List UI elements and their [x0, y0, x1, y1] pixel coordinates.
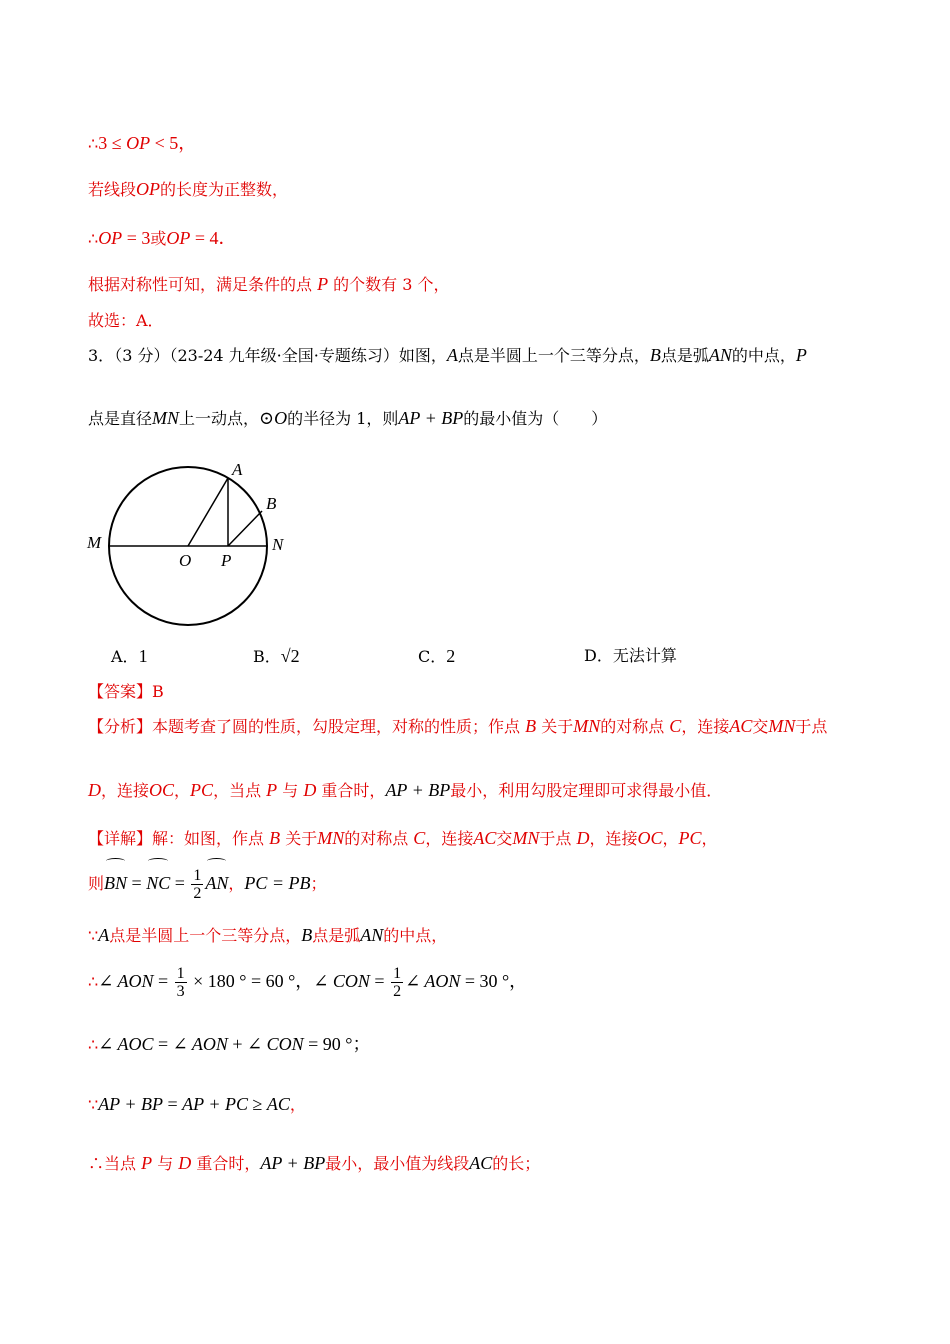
label-p: P	[221, 551, 232, 570]
solution-line-3: ∴OP = 3或OP = 4．	[88, 228, 237, 248]
detail-line-6: ∵AP + BP = AP + PC ≥ AC，	[88, 1094, 306, 1114]
analysis-line-2: D，连接OC，PC，当点 P 与 D 重合时，AP + BP最小，利用勾股定理即可求得最小值．	[88, 780, 723, 800]
label-b: B	[266, 494, 277, 513]
solution-line-5: 故选：A．	[88, 311, 164, 330]
segment-oa	[188, 478, 228, 546]
detail-line-7: ∴当点 P 与 D 重合时，AP + BP最小，最小值为线段AC的长；	[88, 1153, 541, 1173]
label-a: A	[232, 460, 243, 479]
option-b[interactable]: B．√2	[253, 646, 300, 666]
answer-line: 【答案】B	[88, 682, 164, 701]
option-c[interactable]: C．2	[418, 646, 456, 666]
solution-line-4: 根据对称性可知，满足条件的点 P 的个数有 3 个，	[88, 274, 450, 294]
option-d[interactable]: D．无法计算	[584, 646, 677, 665]
question-line-2: 点是直径MN上一动点，⊙O的半径为 1，则AP + BP的最小值为（ ）	[88, 408, 608, 428]
detail-line-5: ∴∠ AOC = ∠ AON + ∠ CON = 90 °；	[88, 1034, 371, 1054]
label-o: O	[179, 551, 192, 570]
label-n: N	[272, 535, 284, 554]
option-a[interactable]: A．1	[111, 646, 148, 666]
question-line-1: 3．（3 分）（23-24 九年级·全国·专题练习）如图，A点是半圆上一个三等分点，B点是弧AN的中点，P	[88, 345, 807, 365]
solution-line-1: ∴3 ≤ OP < 5，	[88, 133, 197, 153]
detail-line-4: ∴∠ AON = $\frac{1}{3}$ × 180 ° = 60 °，∠ CON = $\frac{1}{2}$ ∠ AON = 30 °，	[88, 965, 528, 1000]
geometry-figure	[84, 458, 304, 628]
detail-line-3: ∵A点是半圆上一个三等分点，B点是弧AN的中点，	[88, 925, 448, 945]
segment-pb	[228, 511, 262, 546]
detail-line-2: 则BN = NC = $\frac{1}{2}$ AN，PC = PB；	[88, 860, 327, 907]
detail-line-1: 【详解】解：如图，作点 B 关于MN的对称点 C，连接AC交MN于点 D，连接OC，PC，	[88, 828, 718, 848]
analysis-line-1: 【分析】本题考查了圆的性质，勾股定理，对称的性质；作点 B 关于MN的对称点 C，连接AC交MN于点	[88, 716, 828, 736]
label-m: M	[87, 533, 102, 552]
solution-line-2: 若线段OP的长度为正整数，	[88, 179, 289, 199]
